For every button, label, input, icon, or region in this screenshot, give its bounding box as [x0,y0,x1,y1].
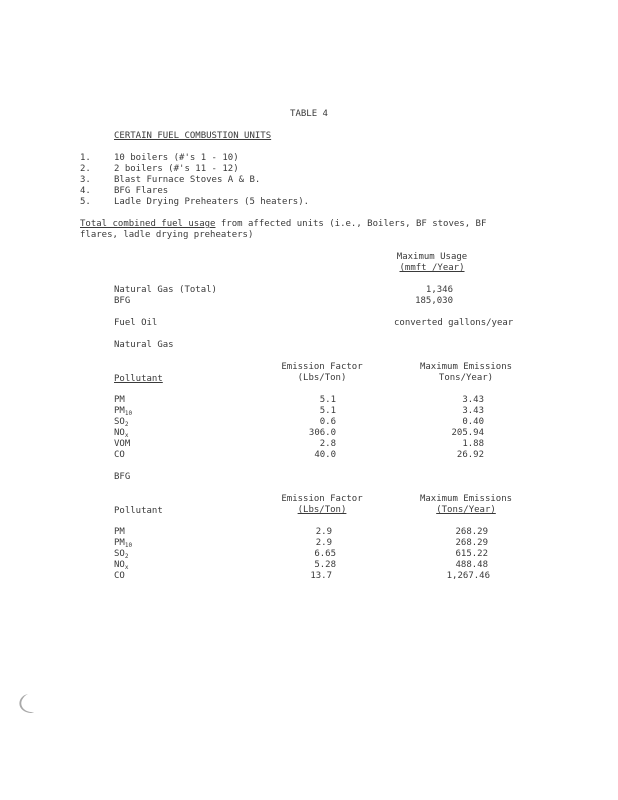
list-item-number: 4. [80,186,91,196]
pollutant-name: PM [114,538,125,548]
emission-factor-value: 40.0 [314,450,336,460]
usage-paragraph-line1 [80,219,486,230]
list-item-number: 2. [80,164,91,174]
emission-factor-units: (Lbs/Ton) [297,373,347,383]
usage-paragraph-line2: flares, ladle drying preheaters) [80,230,254,240]
pollutant-subscript: x [124,432,129,439]
usage-row-label: Natural Gas (Total) [114,285,217,295]
table-row [114,450,125,463]
pollutant-name: NO [114,428,125,438]
pollutant-name: VOM [114,439,131,449]
max-emissions-value: 3.43 [462,406,484,416]
usage-paragraph-text: from affected units (i.e., Boilers, BF stoves, BF [215,219,487,229]
table-title: TABLE 4 [290,109,328,119]
pollutant-header: Pollutant [114,506,163,516]
usage-column-units: (mmft /Year) [399,263,465,273]
max-emissions-value: 1.88 [462,439,484,449]
pollutant-header: Pollutant [114,374,163,384]
list-item-number: 5. [80,197,91,207]
max-emissions-units: (Tons/Year) [436,505,496,515]
max-emissions-value: 615.22 [455,549,488,559]
emission-factor-value: 13.7 [310,571,332,581]
emission-factor-value: 5.28 [314,560,336,570]
emission-factor-value: 2.9 [315,527,332,537]
emission-factor-header: Emission Factor [281,362,363,372]
emission-factor-header: Emission Factor [281,494,363,504]
emission-factor-value: 5.1 [319,395,336,405]
list-item: 10 boilers (#'s 1 - 10) [114,153,239,163]
max-emissions-header: Maximum Emissions [419,494,513,504]
emission-factor-value: 6.65 [314,549,336,559]
max-emissions-header: Maximum Emissions [419,362,513,372]
pollutant-name: PM [114,406,125,416]
max-emissions-value: 488.48 [455,560,488,570]
section-title-bfg: BFG [114,472,131,482]
max-emissions-value: 26.92 [456,450,484,460]
emission-factor-value: 2.9 [315,538,332,548]
usage-paragraph-label: Total combined fuel usage [80,219,216,229]
max-emissions-value: 268.29 [455,527,488,537]
usage-row-value: 185,030 [415,296,453,306]
pollutant-name: CO [114,571,125,581]
list-item: 2 boilers (#'s 11 - 12) [114,164,239,174]
pollutant-name: PM [114,527,125,537]
list-item: BFG Flares [114,186,169,196]
pollutant-subscript: 2 [124,553,129,560]
pollutant-subscript: 10 [124,410,133,417]
usage-row-label: BFG [114,296,131,306]
max-emissions-value: 3.43 [462,395,484,405]
table-subtitle: CERTAIN FUEL COMBUSTION UNITS [114,131,272,141]
emission-factor-value: 306.0 [308,428,336,438]
table-row [114,571,125,584]
pollutant-name: NO [114,560,125,570]
max-emissions-units: Tons/Year) [438,373,494,383]
max-emissions-value: 268.29 [455,538,488,548]
pollutant-name: PM [114,395,125,405]
pollutant-subscript: x [124,564,129,571]
pollutant-name: SO [114,549,125,559]
emission-factor-units: (Lbs/Ton) [297,505,347,515]
max-emissions-value: 1,267.46 [446,571,490,581]
emission-factor-value: 0.6 [319,417,336,427]
usage-row-value: 1,346 [425,285,453,295]
max-emissions-value: 205.94 [451,428,484,438]
list-item: Blast Furnace Stoves A & B. [114,175,261,185]
pollutant-name: CO [114,450,125,460]
usage-column-header: Maximum Usage [396,252,468,262]
list-item-number: 1. [80,153,91,163]
usage-row-label: Fuel Oil [114,318,158,328]
emission-factor-value: 5.1 [319,406,336,416]
pollutant-name: SO [114,417,125,427]
section-title-natural-gas: Natural Gas [114,340,174,350]
usage-row-value: converted gallons/year [394,318,514,328]
list-item-number: 3. [80,175,91,185]
pollutant-subscript: 2 [124,421,129,428]
emission-factor-value: 2.8 [319,439,336,449]
max-emissions-value: 0.40 [462,417,484,427]
list-item: Ladle Drying Preheaters (5 heaters). [114,197,310,207]
pollutant-subscript: 10 [124,542,133,549]
crescent-scan-mark-icon [14,692,34,714]
